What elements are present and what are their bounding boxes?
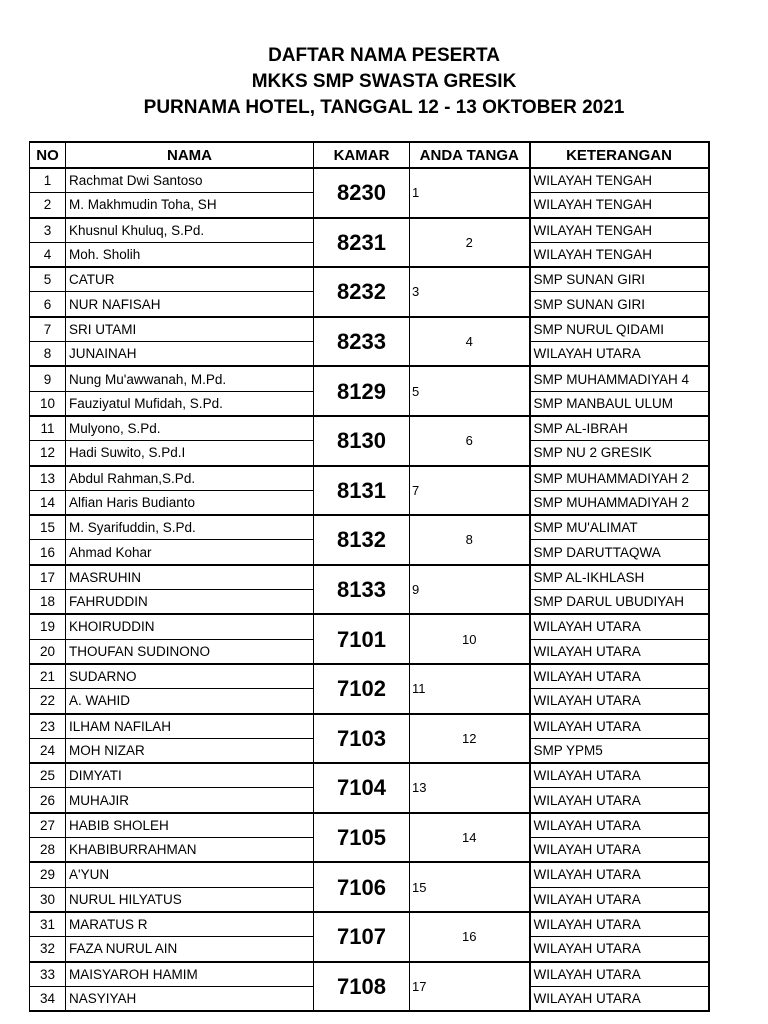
table-row xyxy=(30,962,709,987)
cell-tanda-tangan: 12 xyxy=(410,714,530,764)
cell-kamar: 7106 xyxy=(314,862,410,912)
header-kamar: KAMAR xyxy=(314,142,410,168)
cell-tanda-tangan: 9 xyxy=(410,565,530,615)
cell-no: 23 xyxy=(30,714,66,739)
cell-no: 15 xyxy=(30,515,66,540)
cell-tanda-tangan: 5 xyxy=(410,366,530,416)
cell-no: 20 xyxy=(30,639,66,664)
table-row xyxy=(30,912,709,937)
table-row xyxy=(30,614,709,639)
cell-no: 11 xyxy=(30,416,66,441)
cell-nama: MARATUS R xyxy=(66,912,314,937)
table-row xyxy=(30,565,709,590)
cell-no: 12 xyxy=(30,441,66,466)
table-row xyxy=(30,714,709,739)
table-row xyxy=(30,267,709,292)
header-no: NO xyxy=(30,142,66,168)
cell-keterangan: SMP SUNAN GIRI xyxy=(530,292,709,317)
cell-nama: Fauziyatul Mufidah, S.Pd. xyxy=(66,391,314,416)
header-keterangan: KETERANGAN xyxy=(530,142,709,168)
table-header-row xyxy=(30,142,709,168)
table-row xyxy=(30,168,709,193)
table-row xyxy=(30,862,709,887)
cell-nama: Khusnul Khuluq, S.Pd. xyxy=(66,218,314,243)
cell-no: 27 xyxy=(30,813,66,838)
cell-no: 13 xyxy=(30,466,66,491)
cell-tanda-tangan: 7 xyxy=(410,466,530,516)
table-row xyxy=(30,317,709,342)
cell-keterangan: SMP MU'ALIMAT xyxy=(530,515,709,540)
cell-kamar: 8230 xyxy=(314,168,410,218)
cell-nama: NUR NAFISAH xyxy=(66,292,314,317)
cell-no: 3 xyxy=(30,218,66,243)
cell-nama: MOH NIZAR xyxy=(66,738,314,763)
cell-nama: NURUL HILYATUS xyxy=(66,887,314,912)
cell-keterangan: SMP DARUL UBUDIYAH xyxy=(530,590,709,615)
cell-no: 7 xyxy=(30,317,66,342)
cell-no: 32 xyxy=(30,937,66,962)
cell-no: 28 xyxy=(30,838,66,863)
table-row xyxy=(30,763,709,788)
cell-kamar: 7103 xyxy=(314,714,410,764)
cell-tanda-tangan: 16 xyxy=(410,912,530,962)
cell-keterangan: SMP NURUL QIDAMI xyxy=(530,317,709,342)
cell-kamar: 8132 xyxy=(314,515,410,565)
cell-keterangan: WILAYAH UTARA xyxy=(530,887,709,912)
cell-nama: A'YUN xyxy=(66,862,314,887)
cell-nama: CATUR xyxy=(66,267,314,292)
cell-nama: Nung Mu'awwanah, M.Pd. xyxy=(66,366,314,391)
cell-kamar: 8232 xyxy=(314,267,410,317)
cell-kamar: 7108 xyxy=(314,962,410,1012)
cell-keterangan: WILAYAH UTARA xyxy=(530,813,709,838)
cell-no: 29 xyxy=(30,862,66,887)
cell-no: 31 xyxy=(30,912,66,937)
cell-no: 25 xyxy=(30,763,66,788)
cell-keterangan: SMP YPM5 xyxy=(530,738,709,763)
table-row xyxy=(30,416,709,441)
cell-keterangan: WILAYAH TENGAH xyxy=(530,242,709,267)
cell-nama: HABIB SHOLEH xyxy=(66,813,314,838)
cell-nama: MUHAJIR xyxy=(66,788,314,813)
cell-keterangan: WILAYAH TENGAH xyxy=(530,168,709,193)
table-row xyxy=(30,664,709,689)
cell-no: 33 xyxy=(30,962,66,987)
cell-keterangan: WILAYAH UTARA xyxy=(530,639,709,664)
cell-nama: M. Makhmudin Toha, SH xyxy=(66,193,314,218)
cell-no: 5 xyxy=(30,267,66,292)
cell-no: 8 xyxy=(30,342,66,367)
table-row xyxy=(30,366,709,391)
cell-nama: Hadi Suwito, S.Pd.I xyxy=(66,441,314,466)
cell-no: 21 xyxy=(30,664,66,689)
cell-tanda-tangan: 14 xyxy=(410,813,530,863)
cell-tanda-tangan: 11 xyxy=(410,664,530,714)
cell-kamar: 8131 xyxy=(314,466,410,516)
cell-keterangan: SMP DARUTTAQWA xyxy=(530,540,709,565)
cell-nama: Mulyono, S.Pd. xyxy=(66,416,314,441)
cell-nama: THOUFAN SUDINONO xyxy=(66,639,314,664)
cell-kamar: 7101 xyxy=(314,614,410,664)
cell-tanda-tangan: 13 xyxy=(410,763,530,813)
cell-keterangan: WILAYAH UTARA xyxy=(530,986,709,1011)
cell-nama: KHABIBURRAHMAN xyxy=(66,838,314,863)
cell-tanda-tangan: 2 xyxy=(410,218,530,268)
cell-tanda-tangan: 8 xyxy=(410,515,530,565)
cell-keterangan: SMP AL-IKHLASH xyxy=(530,565,709,590)
cell-no: 26 xyxy=(30,788,66,813)
cell-no: 19 xyxy=(30,614,66,639)
cell-nama: JUNAINAH xyxy=(66,342,314,367)
cell-no: 17 xyxy=(30,565,66,590)
cell-no: 34 xyxy=(30,986,66,1011)
cell-keterangan: SMP MUHAMMADIYAH 4 xyxy=(530,366,709,391)
cell-keterangan: WILAYAH UTARA xyxy=(530,788,709,813)
cell-keterangan: WILAYAH UTARA xyxy=(530,714,709,739)
cell-nama: M. Syarifuddin, S.Pd. xyxy=(66,515,314,540)
cell-kamar: 8231 xyxy=(314,218,410,268)
cell-kamar: 7107 xyxy=(314,912,410,962)
cell-keterangan: SMP MUHAMMADIYAH 2 xyxy=(530,490,709,515)
cell-tanda-tangan: 6 xyxy=(410,416,530,466)
cell-keterangan: WILAYAH UTARA xyxy=(530,342,709,367)
cell-nama: A. WAHID xyxy=(66,689,314,714)
cell-keterangan: WILAYAH UTARA xyxy=(530,937,709,962)
cell-keterangan: WILAYAH UTARA xyxy=(530,689,709,714)
cell-tanda-tangan: 3 xyxy=(410,267,530,317)
cell-keterangan: WILAYAH UTARA xyxy=(530,664,709,689)
cell-no: 22 xyxy=(30,689,66,714)
cell-keterangan: WILAYAH UTARA xyxy=(530,962,709,987)
cell-nama: Abdul Rahman,S.Pd. xyxy=(66,466,314,491)
cell-nama: KHOIRUDDIN xyxy=(66,614,314,639)
cell-nama: ILHAM NAFILAH xyxy=(66,714,314,739)
cell-no: 14 xyxy=(30,490,66,515)
cell-keterangan: SMP NU 2 GRESIK xyxy=(530,441,709,466)
cell-keterangan: SMP AL-IBRAH xyxy=(530,416,709,441)
cell-keterangan: SMP MUHAMMADIYAH 2 xyxy=(530,466,709,491)
table-row xyxy=(30,813,709,838)
cell-no: 10 xyxy=(30,391,66,416)
cell-no: 18 xyxy=(30,590,66,615)
cell-kamar: 7102 xyxy=(314,664,410,714)
header-nama: NAMA xyxy=(66,142,314,168)
cell-kamar: 8130 xyxy=(314,416,410,466)
cell-no: 9 xyxy=(30,366,66,391)
cell-keterangan: WILAYAH UTARA xyxy=(530,763,709,788)
document-subtitle: MKKS SMP SWASTA GRESIK xyxy=(251,71,517,92)
cell-nama: SUDARNO xyxy=(66,664,314,689)
participant-table xyxy=(29,141,710,1012)
cell-nama: Ahmad Kohar xyxy=(66,540,314,565)
cell-kamar: 7105 xyxy=(314,813,410,863)
cell-keterangan: WILAYAH UTARA xyxy=(530,862,709,887)
cell-tanda-tangan: 4 xyxy=(410,317,530,367)
cell-kamar: 8233 xyxy=(314,317,410,367)
cell-keterangan: SMP SUNAN GIRI xyxy=(530,267,709,292)
table-row xyxy=(30,218,709,243)
cell-tanda-tangan: 10 xyxy=(410,614,530,664)
cell-tanda-tangan: 17 xyxy=(410,962,530,1012)
cell-tanda-tangan: 15 xyxy=(410,862,530,912)
cell-keterangan: WILAYAH UTARA xyxy=(530,838,709,863)
cell-no: 4 xyxy=(30,242,66,267)
table-row xyxy=(30,515,709,540)
cell-nama: DIMYATI xyxy=(66,763,314,788)
cell-no: 30 xyxy=(30,887,66,912)
cell-tanda-tangan: 1 xyxy=(410,168,530,218)
cell-nama: FAHRUDDIN xyxy=(66,590,314,615)
cell-keterangan: SMP MANBAUL ULUM xyxy=(530,391,709,416)
cell-nama: Rachmat Dwi Santoso xyxy=(66,168,314,193)
table-row xyxy=(30,466,709,491)
document-title: DAFTAR NAMA PESERTA xyxy=(268,45,500,66)
cell-no: 2 xyxy=(30,193,66,218)
cell-nama: MAISYAROH HAMIM xyxy=(66,962,314,987)
header-tanda-tangan: ANDA TANGA xyxy=(410,142,530,168)
cell-keterangan: WILAYAH UTARA xyxy=(530,614,709,639)
table-body xyxy=(30,168,709,1011)
cell-nama: Alfian Haris Budianto xyxy=(66,490,314,515)
cell-keterangan: WILAYAH UTARA xyxy=(530,912,709,937)
cell-kamar: 8129 xyxy=(314,366,410,416)
cell-no: 6 xyxy=(30,292,66,317)
cell-no: 1 xyxy=(30,168,66,193)
cell-kamar: 7104 xyxy=(314,763,410,813)
cell-keterangan: WILAYAH TENGAH xyxy=(530,218,709,243)
cell-nama: MASRUHIN xyxy=(66,565,314,590)
cell-nama: SRI UTAMI xyxy=(66,317,314,342)
cell-kamar: 8133 xyxy=(314,565,410,615)
document-event-line: PURNAMA HOTEL, TANGGAL 12 - 13 OKTOBER 2021 xyxy=(143,97,625,118)
cell-no: 24 xyxy=(30,738,66,763)
cell-keterangan: WILAYAH TENGAH xyxy=(530,193,709,218)
cell-no: 16 xyxy=(30,540,66,565)
cell-nama: FAZA NURUL AIN xyxy=(66,937,314,962)
cell-nama: NASYIYAH xyxy=(66,986,314,1011)
cell-nama: Moh. Sholih xyxy=(66,242,314,267)
